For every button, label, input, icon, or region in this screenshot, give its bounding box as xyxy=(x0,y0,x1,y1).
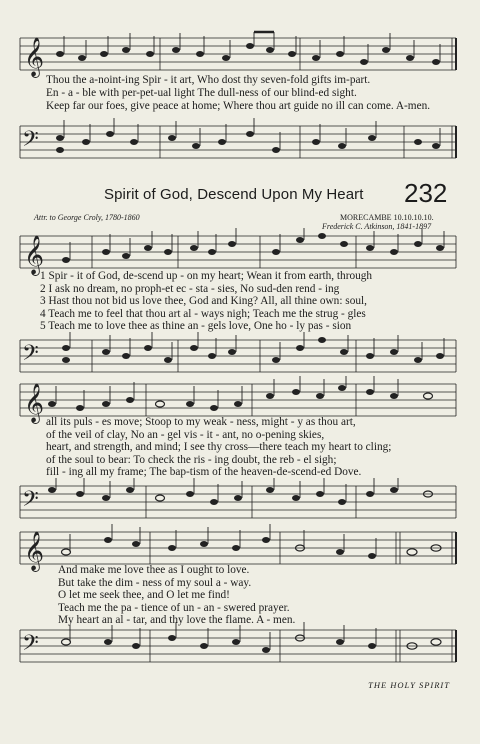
system1-verse-4: 4 Teach me to feel that thou art al - ways nigh; Teach me the strug - gles xyxy=(40,307,366,320)
previous-hymn-lyric-line-1: Thou the a-noint-ing Spir - it art, Who dost thy seven-fold gifts im-part. xyxy=(46,74,371,86)
system1-verse-2: 2 I ask no dream, no proph-et ec - sta - sies, No sud-den rend - ing xyxy=(40,282,340,295)
hymn-number: 232 xyxy=(404,178,448,208)
system2-bass-staff xyxy=(0,478,480,528)
svg-text:𝄢: 𝄢 xyxy=(22,127,39,156)
section-footer: THE HOLY SPIRIT xyxy=(368,680,450,690)
svg-text:𝄞: 𝄞 xyxy=(24,237,45,274)
system1-verse-1: 1 Spir - it of God, de-scend up - on my heart; Wean it from earth, through xyxy=(40,270,373,282)
system3-verse-4: Teach me the pa - tience of un - an - swered prayer. xyxy=(58,601,290,614)
system3-verse-5: My heart an al - tar, and thy love the flame. A - men. xyxy=(58,614,296,626)
system1-bass-staff xyxy=(0,332,480,382)
previous-hymn-lyric-line-3: Keep far our foes, give peace at home; Where thou art guide no ill can come. A-men. xyxy=(46,100,431,112)
bass-staff-notation xyxy=(0,332,480,382)
svg-text:𝄞: 𝄞 xyxy=(24,39,45,76)
bass-staff-notation xyxy=(0,622,480,672)
system2-verse-3: heart, and strength, and mind; I see thy cross—there teach my heart to cling; xyxy=(46,441,392,453)
system1-verse-5: 5 Teach me to love thee as thine an - gels love, One ho - ly pas - sion xyxy=(40,320,352,332)
treble-staff-notation xyxy=(0,30,480,80)
previous-hymn-treble-staff xyxy=(0,30,480,80)
tune-name: MORECAMBE 10.10.10.10. xyxy=(340,213,434,222)
system2-verse-5: fill - ing all my frame; The bap-tism of the heaven-de-scend-ed Dove. xyxy=(46,466,362,478)
system3-verse-3: O let me seek thee, and O let me find! xyxy=(58,589,230,601)
svg-text:𝄞: 𝄞 xyxy=(24,533,45,570)
hymn-title: Spirit of God, Descend Upon My Heart xyxy=(104,186,364,203)
tune-credit: Frederick C. Atkinson, 1841-1897 xyxy=(322,222,432,231)
svg-text:𝄢: 𝄢 xyxy=(22,487,39,516)
svg-text:𝄞: 𝄞 xyxy=(24,385,45,422)
system2-verse-2: of the veil of clay, No an - gel vis - it - ant, no o-pening skies, xyxy=(46,428,325,441)
system3-verse-2: But take the dim - ness of my soul a - way. xyxy=(58,576,252,589)
bass-staff-notation xyxy=(0,118,480,168)
system3-bass-staff xyxy=(0,622,480,672)
previous-hymn-lyric-line-2: En - a - ble with per-pet-ual light The dull-ness of our blind-ed sight. xyxy=(46,87,357,99)
svg-text:𝄢: 𝄢 xyxy=(22,341,39,370)
text-credit: Attr. to George Croly, 1780-1860 xyxy=(34,213,140,222)
system3-verse-1: And make me love thee as I ought to love. xyxy=(58,564,250,576)
bass-staff-notation xyxy=(0,478,480,528)
system2-verse-1: all its puls - es move; Stoop to my weak - ness, might - y as thou art, xyxy=(46,416,356,428)
system1-verse-3: 3 Hast thou not bid us love thee, God and King? All, all thine own: soul, xyxy=(40,295,367,307)
svg-text:𝄢: 𝄢 xyxy=(22,631,39,660)
previous-hymn-bass-staff xyxy=(0,118,480,168)
system2-verse-4: of the soul to bear: To check the ris - ing doubt, the reb - el sigh; xyxy=(46,453,337,466)
